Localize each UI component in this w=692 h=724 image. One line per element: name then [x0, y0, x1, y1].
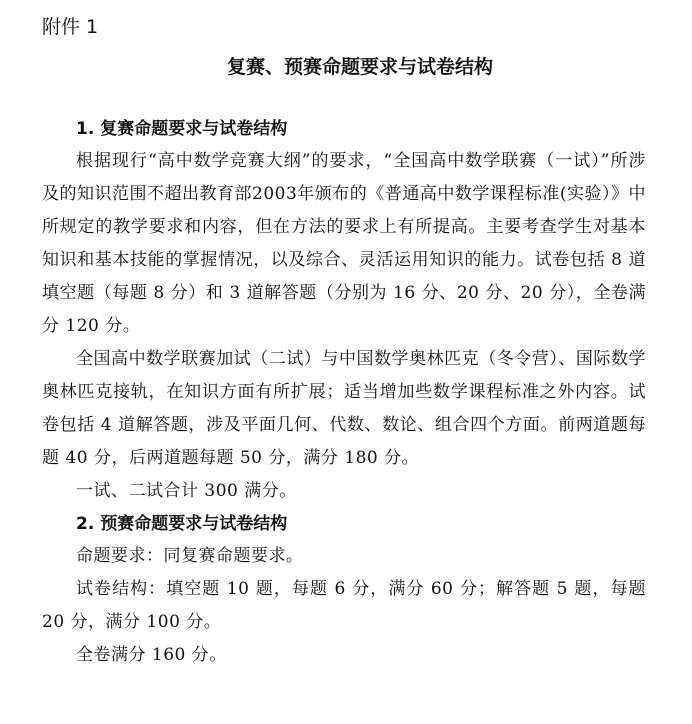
section-heading: 2. 预赛命题要求与试卷结构	[76, 514, 288, 534]
paragraph: 一试、二试合计 300 满分。	[76, 481, 297, 501]
section-preliminary-round	[42, 508, 646, 672]
paragraph: 全国高中数学联赛加试（二试）与中国数学奥林匹克（冬令营）、国际数学奥林匹克接轨，在知识方面有所扩展；适当增加些数学课程标准之外内容。试卷包括 4 道解答题，涉及平面几何、代数、数论、组合四个方面。前两道题每题 40 分，后两道题每题 50 分，满分 180 分。	[42, 349, 646, 468]
document-title: 复赛、预赛命题要求与试卷结构	[226, 56, 493, 78]
paragraph: 根据现行“高中数学竞赛大纲”的要求，“全国高中数学联赛（一试）”所涉及的知识范围不超出教育部2003年颁布的《普通高中数学课程标准(实验）》中所规定的教学要求和内容，但在方法的要求上有所提高。主要考查学生对基本知识和基本技能的掌握情况，以及综合、灵活运用知识的能力。试卷包括 8 道填空题（每题 8 分）和 3 道解答题（分别为 16 分、20 分、20 分），全卷满分 120 分。	[42, 151, 646, 336]
section-final-round	[42, 113, 646, 508]
paragraph: 全卷满分 160 分。	[76, 645, 227, 665]
section-heading: 1. 复赛命题要求与试卷结构	[76, 119, 288, 139]
document-body	[42, 113, 646, 672]
paragraph: 试卷结构：填空题 10 题，每题 6 分，满分 60 分；解答题 5 题，每题 20 分，满分 100 分。	[42, 579, 646, 632]
paragraph: 命题要求：同复赛命题要求。	[76, 546, 304, 566]
attachment-label: 附件 1	[42, 16, 99, 38]
